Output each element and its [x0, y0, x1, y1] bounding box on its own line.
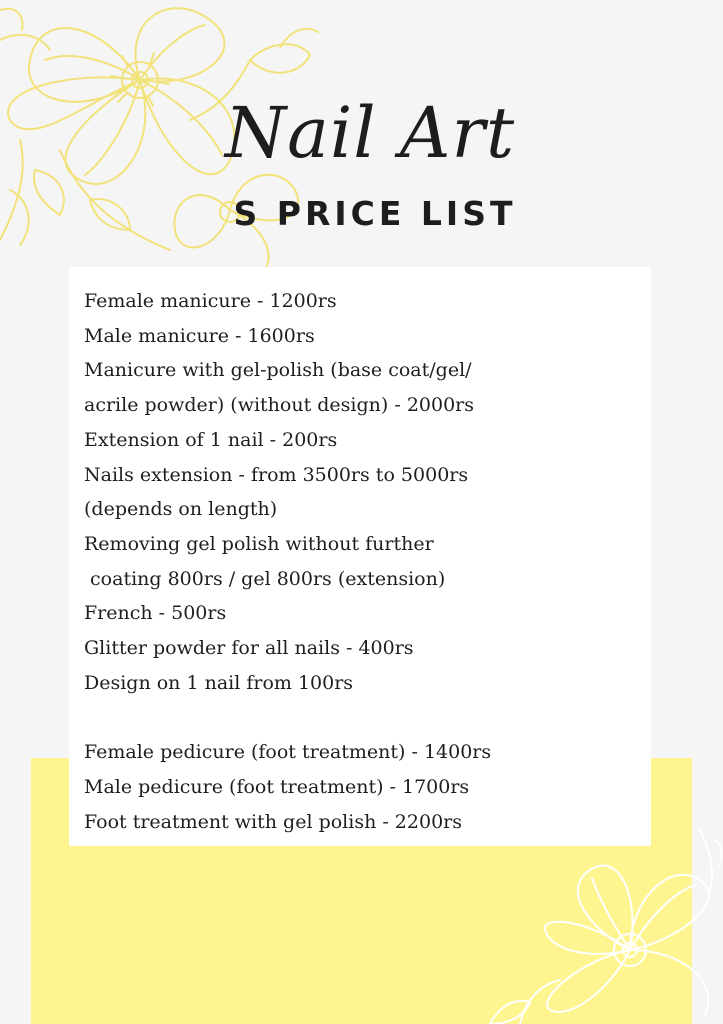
price-line: Nails extension - from 3500rs to 5000rs [84, 463, 469, 486]
title-script-text: Nail Art [224, 92, 516, 174]
price-line: Glitter powder for all nails - 400rs [84, 637, 414, 660]
section-spacer [84, 700, 651, 735]
price-line: Design on 1 nail from 100rs [84, 671, 354, 694]
price-line: Male manicure - 1600rs [84, 324, 315, 347]
price-line: Female manicure - 1200rs [84, 290, 337, 312]
price-line: Extension of 1 nail - 200rs [84, 428, 338, 451]
price-line: acrile powder) (without design) - 2000rs [84, 394, 475, 417]
page-subtitle: S PRICE LIST [233, 194, 517, 233]
price-line: Foot treatment with gel polish - 2200rs [84, 810, 462, 833]
price-line: Male pedicure (foot treatment) - 1700rs [84, 775, 470, 798]
price-line: French - 500rs [84, 602, 227, 625]
price-line: coating 800rs / gel 800rs (extension) [84, 567, 446, 590]
price-list-card [69, 267, 651, 846]
price-line: Manicure with gel-polish (base coat/gel/ [84, 359, 472, 382]
price-line: Female pedicure (foot treatment) - 1400rs [84, 741, 492, 764]
price-line: (depends on length) [84, 498, 278, 521]
price-line: Removing gel polish without further [84, 532, 434, 555]
